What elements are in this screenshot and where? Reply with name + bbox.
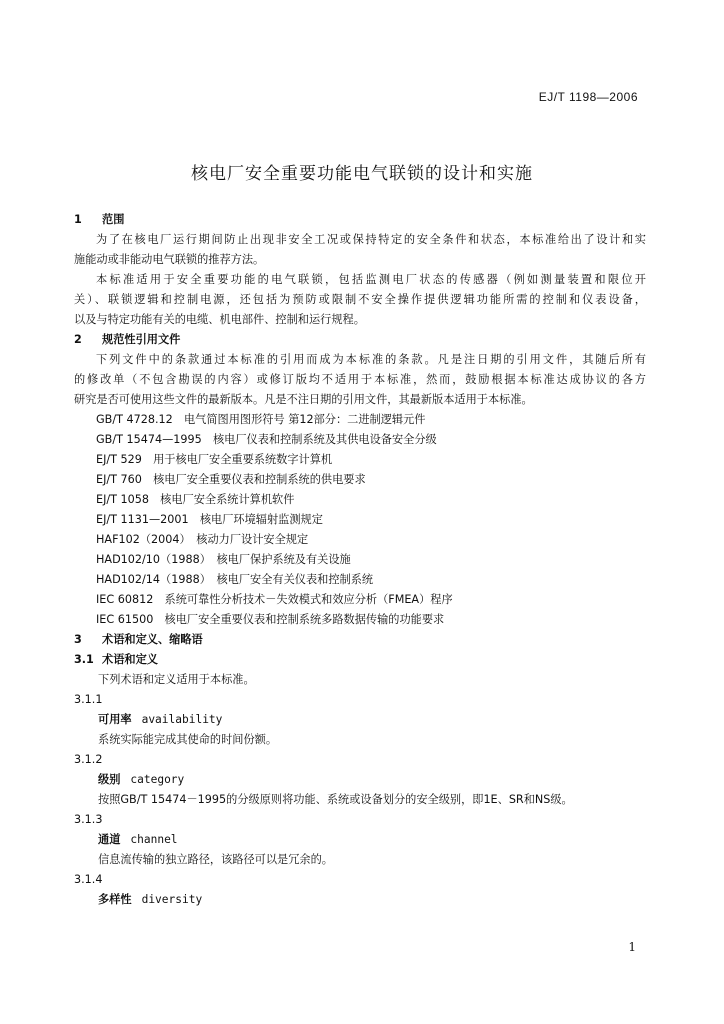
section-title: 规范性引用文件 — [102, 333, 181, 346]
standard-code: EJ/T 1198—2006 — [538, 90, 638, 104]
document-body — [74, 210, 646, 910]
reference-item: EJ/T 1058 核电厂安全系统计算机软件 — [96, 493, 295, 506]
term-english: diversity — [141, 893, 203, 906]
term-name — [74, 770, 646, 790]
term-english: availability — [141, 713, 223, 726]
term-english: category — [130, 773, 185, 786]
reference-item: EJ/T 760 核电厂安全重要仪表和控制系统的供电要求 — [96, 473, 366, 486]
term-number: 3.1.1 — [74, 693, 103, 706]
term-chinese: 级别 — [98, 773, 121, 786]
reference-item: GB/T 15474—1995 核电厂仪表和控制系统及其供电设备安全分级 — [96, 433, 437, 446]
term-name — [74, 830, 646, 850]
reference-item: HAF102（2004） 核动力厂设计安全规定 — [96, 533, 309, 546]
term-chinese: 可用率 — [98, 713, 132, 726]
paragraph-line: 关）、联锁逻辑和控制电源，还包括为预防或限制不安全操作提供逻辑功能所需的控制和仪表设备， — [74, 293, 646, 306]
subsection-3-1-heading — [74, 650, 646, 670]
term-english: channel — [130, 833, 178, 846]
term-definition: 系统实际能完成其使命的时间份额。 — [98, 733, 278, 746]
subsection-title: 术语和定义 — [102, 653, 158, 666]
term-name — [74, 890, 646, 910]
section-title: 术语和定义、缩略语 — [102, 633, 203, 646]
term-number: 3.1.3 — [74, 813, 103, 826]
paragraph-line: 下列文件中的条款通过本标准的引用而成为本标准的条款。凡是注日期的引用文件，其随后所有 — [96, 353, 646, 366]
term-chinese: 通道 — [98, 833, 121, 846]
term-chinese: 多样性 — [98, 893, 132, 906]
paragraph-line: 研究是否可使用这些文件的最新版本。凡是不注日期的引用文件，其最新版本适用于本标准。 — [74, 393, 533, 406]
term-name — [74, 710, 646, 730]
paragraph-line: 本标准适用于安全重要功能的电气联锁，包括监测电厂状态的传感器（例如测量装置和限位开 — [96, 273, 646, 286]
section-title: 范围 — [102, 213, 125, 226]
section-number: 2 — [74, 333, 82, 346]
term-definition: 信息流传输的独立路径，该路径可以是冗余的。 — [98, 853, 333, 866]
term-definition: 按照GB/T 15474－1995的分级原则将功能、系统或设备划分的安全级别，即1E、SR和NS级。 — [98, 793, 573, 806]
paragraph-line: 为了在核电厂运行期间防止出现非安全工况或保持特定的安全条件和状态，本标准给出了设计和实 — [96, 233, 646, 246]
term-number: 3.1.4 — [74, 873, 103, 886]
paragraph-line: 施能动或非能动电气联锁的推荐方法。 — [74, 253, 265, 266]
reference-item: IEC 60812 系统可靠性分析技术－失效模式和效应分析（FMEA）程序 — [96, 593, 453, 606]
reference-item: HAD102/14（1988） 核电厂安全有关仪表和控制系统 — [96, 573, 374, 586]
section-1-heading — [74, 210, 646, 230]
section-number: 1 — [74, 213, 82, 226]
reference-item: IEC 61500 核电厂安全重要仪表和控制系统多路数据传输的功能要求 — [96, 613, 445, 626]
section-number: 3 — [74, 633, 82, 646]
document-title: 核电厂安全重要功能电气联锁的设计和实施 — [191, 164, 533, 184]
paragraph-line: 的修改单（不包含勘误的内容）或修订版均不适用于本标准，然而，鼓励根据本标准达成协议的各方 — [74, 373, 646, 386]
page-number: 1 — [628, 940, 636, 954]
term-number: 3.1.2 — [74, 753, 103, 766]
section-3-heading — [74, 630, 646, 650]
paragraph-line: 以及与特定功能有关的电缆、机电部件、控制和运行规程。 — [74, 313, 365, 326]
subsection-number: 3.1 — [74, 653, 94, 666]
paragraph-line: 下列术语和定义适用于本标准。 — [98, 673, 255, 686]
reference-item: HAD102/10（1988） 核电厂保护系统及有关设施 — [96, 553, 351, 566]
section-2-heading — [74, 330, 646, 350]
reference-item: EJ/T 529 用于核电厂安全重要系统数字计算机 — [96, 453, 333, 466]
reference-item: EJ/T 1131—2001 核电厂环境辐射监测规定 — [96, 513, 323, 526]
reference-item: GB/T 4728.12 电气简图用图形符号 第12部分：二进制逻辑元件 — [96, 413, 426, 426]
